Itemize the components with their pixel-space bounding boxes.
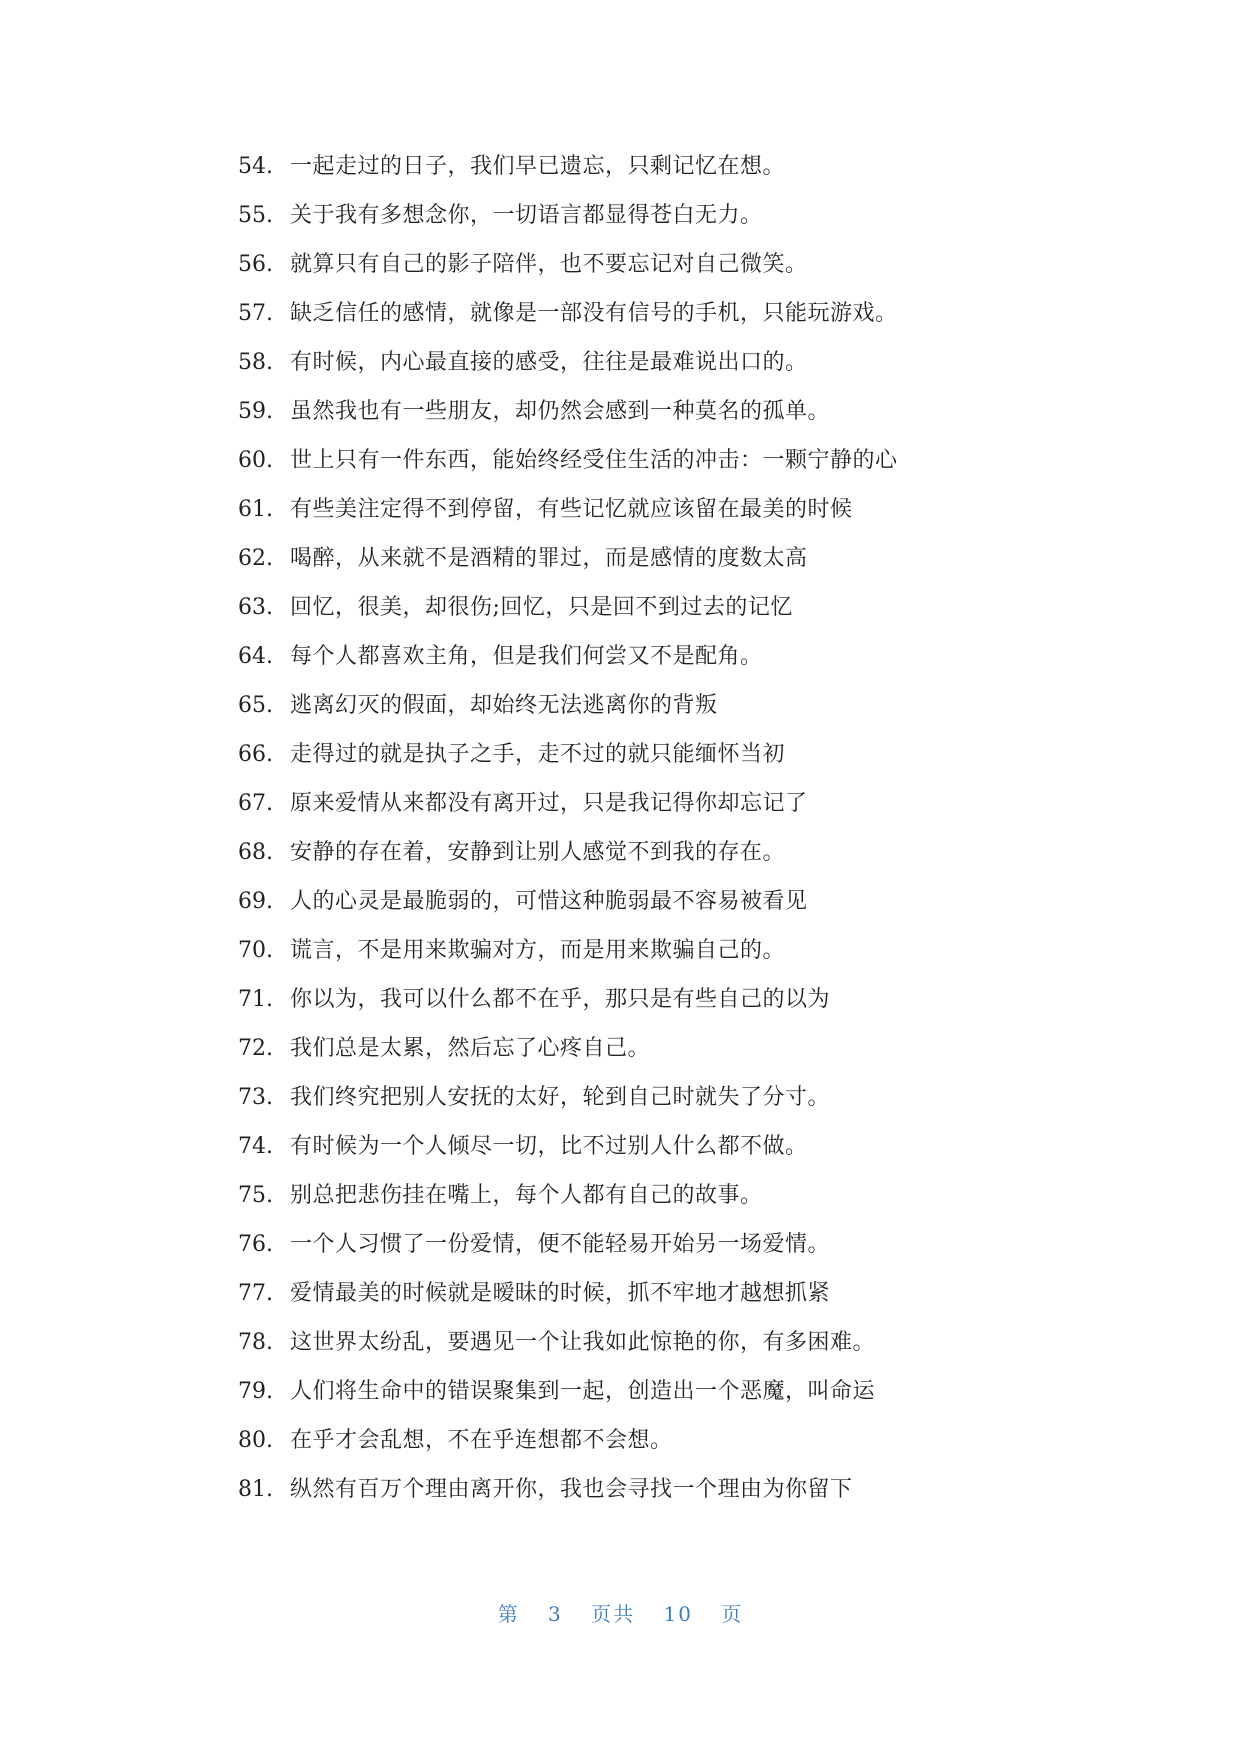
list-item bbox=[238, 1377, 1078, 1426]
list-item bbox=[238, 789, 1078, 838]
list-item-number: 79. bbox=[238, 1379, 273, 1404]
list-item bbox=[238, 446, 1078, 495]
list-item-text: 别总把悲伤挂在嘴上，每个人都有自己的故事。 bbox=[290, 1183, 763, 1208]
list-item-text: 逃离幻灭的假面，却始终无法逃离你的背叛 bbox=[290, 693, 718, 718]
list-item-number: 66. bbox=[238, 742, 273, 767]
list-item-number: 65. bbox=[238, 693, 273, 718]
list-item-number: 58. bbox=[238, 350, 273, 375]
list-item bbox=[238, 887, 1078, 936]
list-item-text: 人的心灵是最脆弱的，可惜这种脆弱最不容易被看见 bbox=[290, 889, 808, 914]
list-item-text: 虽然我也有一些朋友，却仍然会感到一种莫名的孤单。 bbox=[290, 399, 831, 424]
footer-suffix: 页 bbox=[721, 1602, 744, 1626]
list-item-text: 一个人习惯了一份爱情，便不能轻易开始另一场爱情。 bbox=[290, 1232, 831, 1257]
list-item bbox=[238, 348, 1078, 397]
list-item-text: 纵然有百万个理由离开你，我也会寻找一个理由为你留下 bbox=[290, 1477, 853, 1502]
list-item-number: 55. bbox=[238, 203, 273, 228]
list-item-text: 人们将生命中的错误聚集到一起，创造出一个恶魔，叫命运 bbox=[290, 1379, 876, 1404]
list-item-text: 安静的存在着，安静到让别人感觉不到我的存在。 bbox=[290, 840, 786, 865]
list-item-number: 61. bbox=[238, 497, 273, 522]
list-item-number: 69. bbox=[238, 889, 273, 914]
list-item-text: 喝醉，从来就不是酒精的罪过，而是感情的度数太高 bbox=[290, 546, 808, 571]
list-item-text: 走得过的就是执子之手，走不过的就只能缅怀当初 bbox=[290, 742, 786, 767]
list-item bbox=[238, 691, 1078, 740]
footer-middle: 页共 bbox=[591, 1602, 636, 1626]
list-item bbox=[238, 152, 1078, 201]
list-item-text: 世上只有一件东西，能始终经受住生活的冲击：一颗宁静的心 bbox=[290, 448, 898, 473]
list-item bbox=[238, 1279, 1078, 1328]
list-item-number: 62. bbox=[238, 546, 273, 571]
list-item bbox=[238, 544, 1078, 593]
list-item-number: 59. bbox=[238, 399, 273, 424]
list-item bbox=[238, 1132, 1078, 1181]
list-item-text: 谎言，不是用来欺骗对方，而是用来欺骗自己的。 bbox=[290, 938, 786, 963]
list-item-number: 81. bbox=[238, 1477, 273, 1502]
list-item bbox=[238, 299, 1078, 348]
list-item-number: 67. bbox=[238, 791, 273, 816]
list-item-number: 80. bbox=[238, 1428, 273, 1453]
list-item-text: 我们终究把别人安抚的太好，轮到自己时就失了分寸。 bbox=[290, 1085, 831, 1110]
list-item-text: 原来爱情从来都没有离开过，只是我记得你却忘记了 bbox=[290, 791, 808, 816]
list-item-text: 回忆，很美，却很伤;回忆，只是回不到过去的记忆 bbox=[290, 595, 793, 620]
list-item-text: 爱情最美的时候就是暧昧的时候，抓不牢地才越想抓紧 bbox=[290, 1281, 831, 1306]
list-item-text: 每个人都喜欢主角，但是我们何尝又不是配角。 bbox=[290, 644, 763, 669]
list-item-number: 78. bbox=[238, 1330, 273, 1355]
list-item-number: 77. bbox=[238, 1281, 273, 1306]
list-item-text: 关于我有多想念你，一切语言都显得苍白无力。 bbox=[290, 203, 763, 228]
list-item-number: 64. bbox=[238, 644, 273, 669]
list-item bbox=[238, 593, 1078, 642]
list-item-number: 60. bbox=[238, 448, 273, 473]
list-item-text: 缺乏信任的感情，就像是一部没有信号的手机，只能玩游戏。 bbox=[290, 301, 898, 326]
list-item bbox=[238, 985, 1078, 1034]
footer-current-page: 3 bbox=[548, 1602, 563, 1626]
page-footer bbox=[0, 1598, 1241, 1627]
list-item bbox=[238, 1475, 1078, 1524]
quote-list bbox=[238, 152, 1078, 1524]
list-item-text: 你以为，我可以什么都不在乎，那只是有些自己的以为 bbox=[290, 987, 831, 1012]
list-item bbox=[238, 642, 1078, 691]
list-item-number: 72. bbox=[238, 1036, 273, 1061]
list-item-text: 有些美注定得不到停留，有些记忆就应该留在最美的时候 bbox=[290, 497, 853, 522]
list-item bbox=[238, 1083, 1078, 1132]
list-item-text: 就算只有自己的影子陪伴，也不要忘记对自己微笑。 bbox=[290, 252, 808, 277]
list-item bbox=[238, 201, 1078, 250]
list-item-number: 68. bbox=[238, 840, 273, 865]
list-item-text: 在乎才会乱想，不在乎连想都不会想。 bbox=[290, 1428, 673, 1453]
list-item-number: 71. bbox=[238, 987, 273, 1012]
list-item bbox=[238, 495, 1078, 544]
list-item bbox=[238, 1328, 1078, 1377]
list-item bbox=[238, 1230, 1078, 1279]
list-item-number: 56. bbox=[238, 252, 273, 277]
footer-total-pages: 10 bbox=[663, 1602, 693, 1626]
list-item-text: 有时候为一个人倾尽一切，比不过别人什么都不做。 bbox=[290, 1134, 808, 1159]
list-item bbox=[238, 1034, 1078, 1083]
list-item bbox=[238, 397, 1078, 446]
list-item-number: 70. bbox=[238, 938, 273, 963]
list-item-number: 74. bbox=[238, 1134, 273, 1159]
list-item-text: 有时候，内心最直接的感受，往往是最难说出口的。 bbox=[290, 350, 808, 375]
list-item-text: 这世界太纷乱，要遇见一个让我如此惊艳的你，有多困难。 bbox=[290, 1330, 876, 1355]
list-item bbox=[238, 250, 1078, 299]
list-item bbox=[238, 838, 1078, 887]
list-item-number: 75. bbox=[238, 1183, 273, 1208]
list-item bbox=[238, 1181, 1078, 1230]
list-item bbox=[238, 740, 1078, 789]
list-item-number: 57. bbox=[238, 301, 273, 326]
list-item-number: 73. bbox=[238, 1085, 273, 1110]
list-item-text: 一起走过的日子，我们早已遗忘，只剩记忆在想。 bbox=[290, 154, 786, 179]
list-item-number: 63. bbox=[238, 595, 273, 620]
list-item-number: 54. bbox=[238, 154, 273, 179]
list-item bbox=[238, 1426, 1078, 1475]
list-item bbox=[238, 936, 1078, 985]
list-item-number: 76. bbox=[238, 1232, 273, 1257]
list-item-text: 我们总是太累，然后忘了心疼自己。 bbox=[290, 1036, 651, 1061]
footer-prefix: 第 bbox=[497, 1602, 520, 1626]
